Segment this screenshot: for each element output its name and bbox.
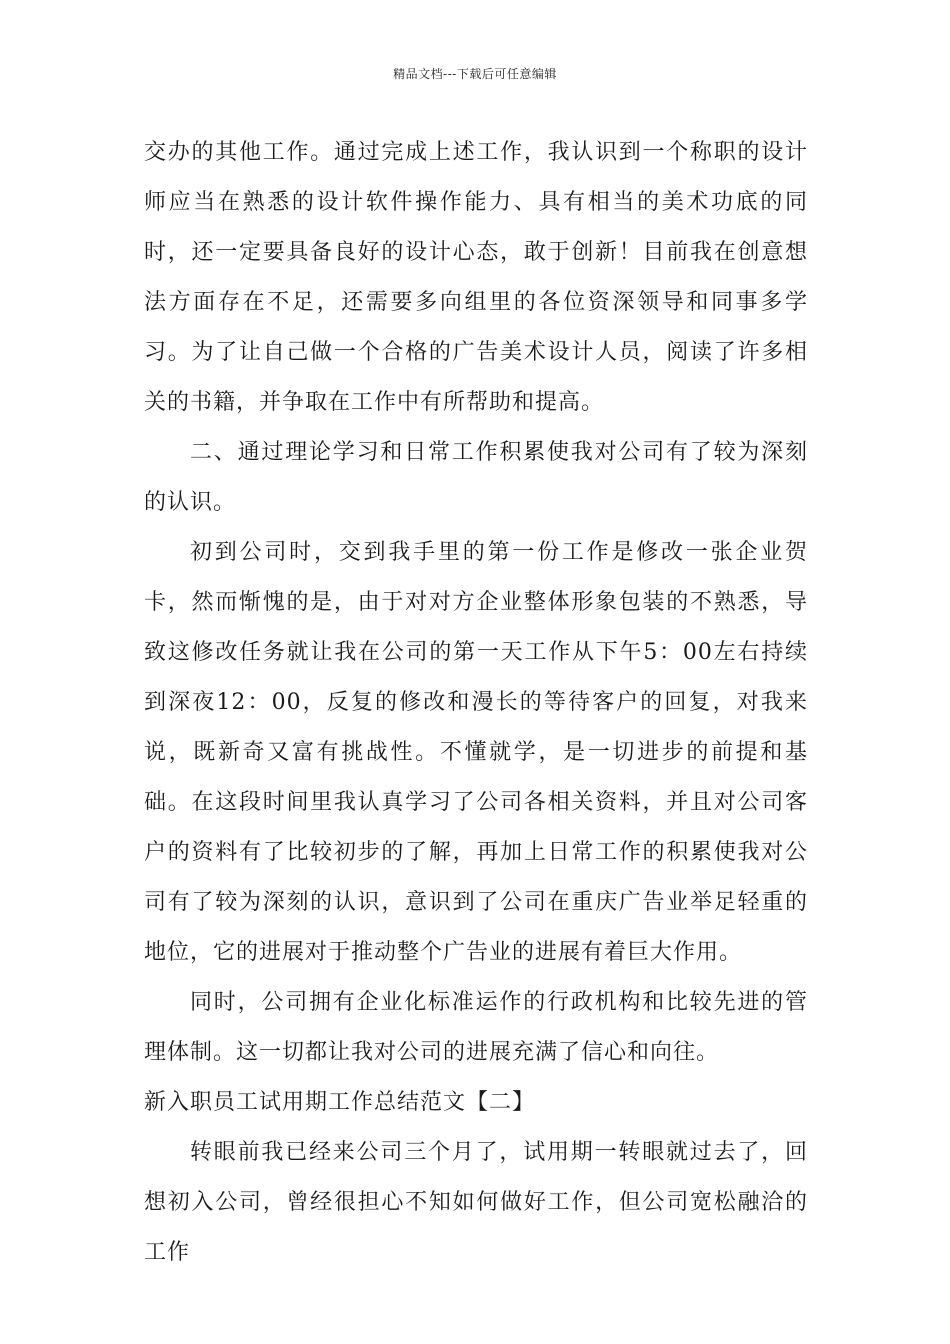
paragraph-1: 交办的其他工作。通过完成上述工作，我认识到一个称职的设计师应当在熟悉的设计软件操作能力、具有相当的美术功底的同时，还一定要具备良好的设计心态，敢于创新！目前我在创意想法方面存在不足，还需要多向组里的各位资深领导和同事多学习。为了让自己做一个合格的广告美术设计人员，阅读了许多相关的书籍，并争取在工作中有所帮助和提高。 (144, 140, 808, 415)
paragraph-4: 同时，公司拥有企业化标准运作的行政机构和比较先进的管理体制。这一切都让我对公司的进展充满了信心和向往。 (144, 990, 808, 1065)
paragraph-5: 转眼前我已经来公司三个月了，试用期一转眼就过去了，回想初入公司，曾经很担心不知如何做好工作，但公司宽松融洽的工作 (144, 1140, 808, 1265)
paragraph-2: 二、通过理论学习和日常工作积累使我对公司有了较为深刻的认识。 (144, 440, 808, 515)
document-body (144, 128, 808, 1278)
section-heading: 新入职员工试用期工作总结范文【二】 (144, 1090, 536, 1115)
page-header: 精品文档---下载后可任意编辑 (393, 67, 557, 81)
paragraph-3: 初到公司时，交到我手里的第一份工作是修改一张企业贺卡，然而惭愧的是，由于对对方企业整体形象包装的不熟悉，导致这修改任务就让我在公司的第一天工作从下午5：00左右持续到深夜12：00，反复的修改和漫长的等待客户的回复，对我来说，既新奇又富有挑战性。不懂就学，是一切进步的前提和基础。在这段时间里我认真学习了公司各相关资料，并且对公司客户的资料有了比较初步的了解，再加上日常工作的积累使我对公司有了较为深刻的认识，意识到了公司在重庆广告业举足轻重的地位，它的进展对于推动整个广告业的进展有着巨大作用。 (144, 540, 808, 965)
